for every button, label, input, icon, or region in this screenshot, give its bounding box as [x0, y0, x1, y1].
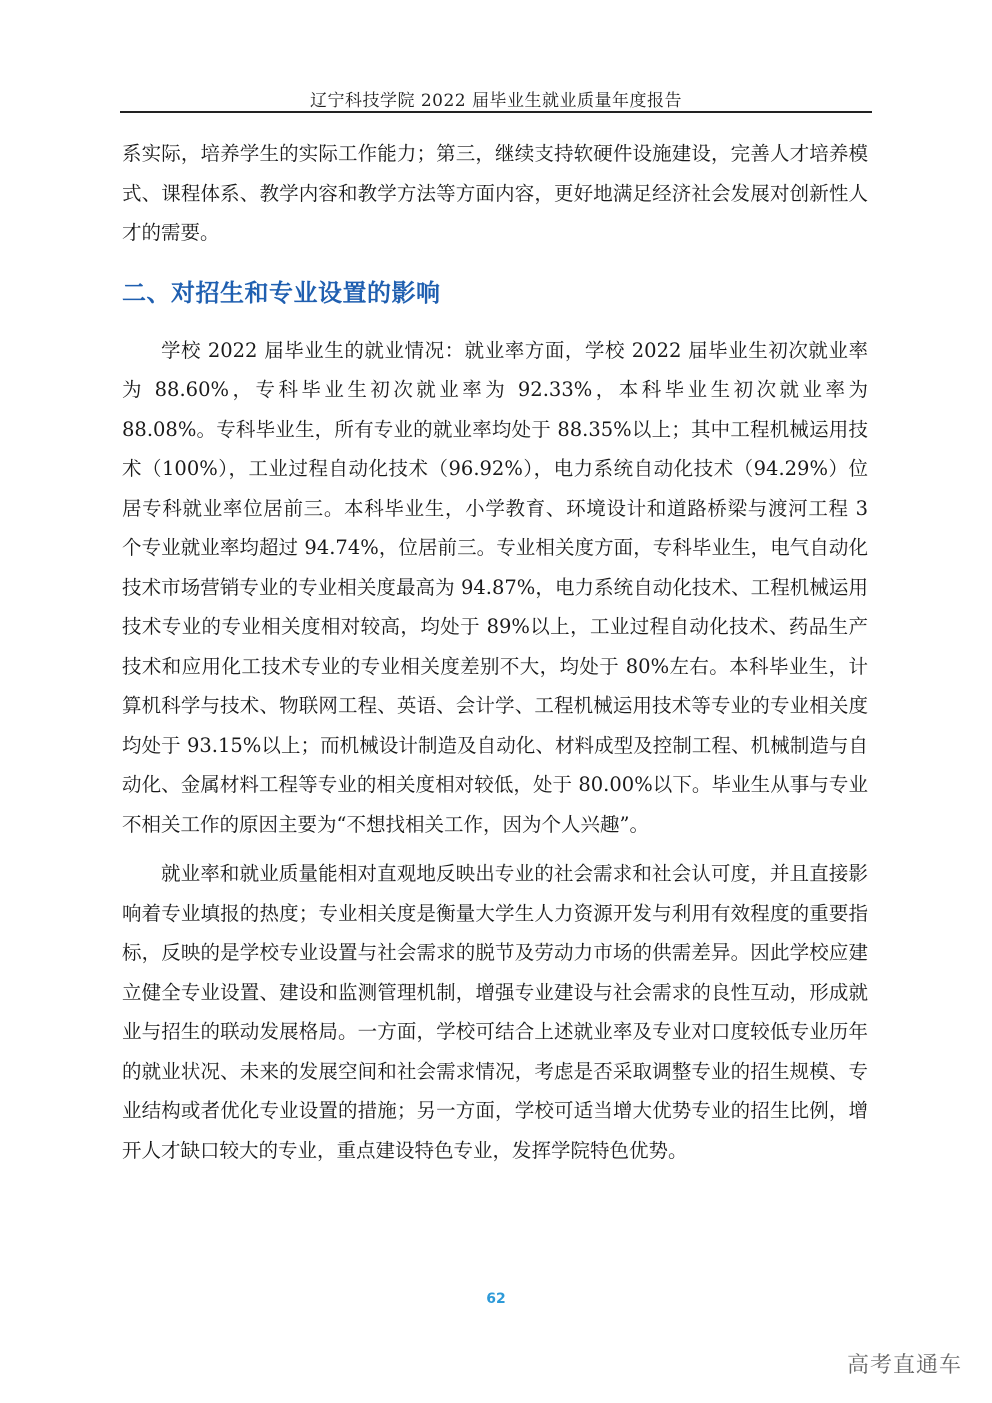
running-header: 辽宁科技学院 2022 届毕业生就业质量年度报告	[309, 91, 683, 111]
header-divider	[120, 111, 872, 113]
page-number: 62	[486, 1291, 506, 1307]
paragraph-recommendations: 就业率和就业质量能相对直观地反映出专业的社会需求和社会认可度，并且直接影响着专业填报的热度；专业相关度是衡量大学生人力资源开发与利用有效程度的重要指标，反映的是学校专业设置与社会需求的脱节及劳动力市场的供需差异。因此学校应建立健全专业设置、建设和监测管理机制，增强专业建设与社会需求的良性互动，形成就业与招生的联动发展格局。一方面，学校可结合上述就业率及专业对口度较低专业历年的就业状况、未来的发展空间和社会需求情况，考虑是否采取调整专业的招生规模、专业结构或者优化专业设置的措施；另一方面，学校可适当增大优势专业的招生比例，增开人才缺口较大的专业，重点建设特色专业，发挥学院特色优势。	[122, 862, 868, 1162]
watermark: 高考直通车	[846, 1353, 962, 1378]
page-body	[122, 134, 868, 1170]
paragraph-employment-stats: 学校 2022 届毕业生的就业情况：就业率方面，学校 2022 届毕业生初次就业率为 88.60%，专科毕业生初次就业率为 92.33%，本科毕业生初次就业率为 88.08%。专科毕业生，所有专业的就业率均处于 88.35%以上；其中工程机械运用技术（100%），工业过程自动化技术（96.92%），电力系统自动化技术（94.29%）位居专科就业率位居前三。本科毕业生，小学教育、环境设计和道路桥梁与渡河工程 3 个专业就业率均超过 94.74%，位居前三。专业相关度方面，专科毕业生，电气自动化技术市场营销专业的专业相关度最高为 94.87%，电力系统自动化技术、工程机械运用技术专业的专业相关度相对较高，均处于 89%以上，工业过程自动化技术、药品生产技术和应用化工技术专业的专业相关度差别不大，均处于 80%左右。本科毕业生，计算机科学与技术、物联网工程、英语、会计学、工程机械运用技术等专业的专业相关度均处于 93.15%以上；而机械设计制造及自动化、材料成型及控制工程、机械制造与自动化、金属材料工程等专业的相关度相对较低，处于 80.00%以下。毕业生从事与专业不相关工作的原因主要为“不想找相关工作，因为个人兴趣”。	[122, 338, 868, 836]
section-heading: 二、对招生和专业设置的影响	[122, 278, 441, 307]
continuation-paragraph: 系实际，培养学生的实际工作能力；第三，继续支持软硬件设施建设，完善人才培养模式、课程体系、教学内容和教学方法等方面内容，更好地满足经济社会发展对创新性人才的需要。	[122, 142, 868, 244]
